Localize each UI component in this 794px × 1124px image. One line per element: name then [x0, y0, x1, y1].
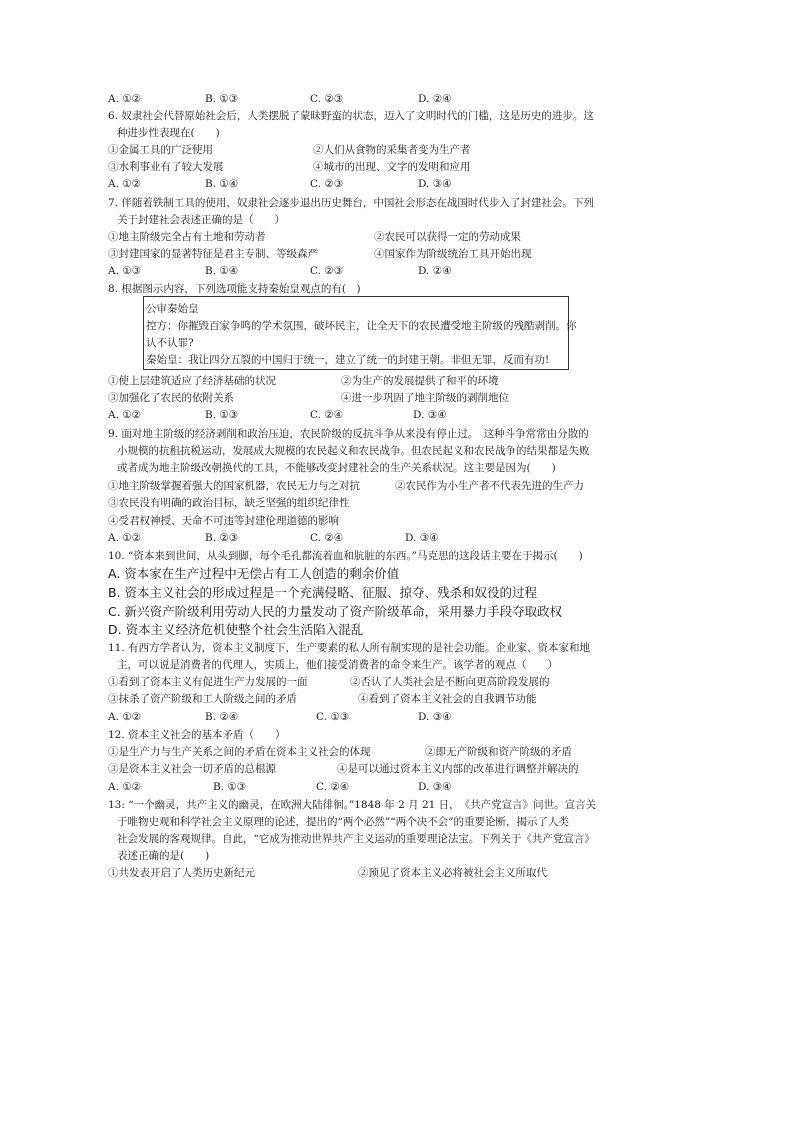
q12-item: ①是生产力与生产关系之间的矛盾在资本主义社会的体现 — [108, 746, 371, 758]
q11-option-a: A. ①② — [108, 711, 142, 723]
q9-option-d: D. ③④ — [405, 532, 439, 544]
q11-item: ①看到了资本主义有促进生产力发展的一面 — [108, 676, 308, 688]
q13-stem-line: 社会发展的客观规律。自此，“它成为推动世界共产主义运动的重要理论法宝。下列关于《共产党宣言》 — [117, 833, 595, 845]
q7-option-d: D. ②④ — [418, 265, 452, 277]
q10-option-b: B. 资本主义社会的形成过程是一个充满侵略、征服、掠夺、残杀和奴役的过程 — [108, 585, 538, 600]
q12-option-d: D. ③④ — [418, 781, 452, 793]
q8-item: ②为生产的发展提供了和平的环境 — [341, 375, 499, 387]
q12-option-c: C. ②④ — [316, 781, 350, 793]
q11-option-c: C. ①③ — [316, 711, 350, 723]
q7-stem-line: 7. 伴随着铁制工具的使用，奴隶社会逐步退出历史舞台，中国社会形态在战国时代步入了封建社会。下列 — [108, 197, 594, 209]
q6-stem-line: 种进步性表现在( ) — [117, 127, 220, 139]
q9-option-b: B. ②③ — [205, 532, 239, 544]
q12-option-a: A. ①② — [108, 781, 142, 793]
q7-item: ①地主阶级完全占有土地和劳动者 — [108, 231, 266, 243]
q9-item: ①地主阶级掌握着强大的国家机器，农民无力与之对抗 — [108, 480, 360, 492]
q7-option-c: C. ②③ — [310, 265, 344, 277]
q10-option-c: C. 新兴资产阶级利用劳动人民的力量发动了资产阶级革命，采用暴力手段夺取政权 — [108, 604, 563, 619]
q9-stem-line: 或者成为地主阶级改朝换代的工具，不能够改变封建社会的生产关系状况。这主要是因为( ) — [117, 462, 556, 474]
q8-option-b: B. ①③ — [205, 409, 239, 421]
q13-stem-line: 13: “一个幽灵，共产主义的幽灵，在欧洲大陆徘徊。”1848 年 2 月 21 日， 《共产党宣言》问世。宣言关 — [108, 799, 597, 811]
q8-option-c: C. ②④ — [310, 409, 344, 421]
q9-option-a: A. ①② — [108, 532, 142, 544]
q6-item: ①金属工具的广泛使用 — [108, 144, 213, 156]
q6-item: ②人们从食物的采集者变为生产者 — [313, 144, 471, 156]
q10-stem: 10. “资本来到世间，从头到脚，每个毛孔都流着血和肮脏的东西。”马克思的这段话主要在于揭示( ) — [108, 550, 583, 562]
q7-item: ②农民可以获得一定的劳动成果 — [374, 231, 521, 243]
quote-box-line: 控方：你摧毁百家争鸣的学术氛围，破坏民主，让全天下的农民遭受地主阶级的残酷剥削。你 — [146, 320, 577, 332]
q6-item: ③水利事业有了较大发展 — [108, 161, 224, 173]
q10-option-a: A. 资本家在生产过程中无偿占有工人创造的剩余价值 — [108, 566, 400, 581]
q11-option-d: D. ③④ — [418, 711, 452, 723]
q13-item: ①共发表开启了人类历史新纪元 — [108, 867, 255, 879]
q13-stem-line: 于唯物史观和科学社会主义原理的论述，提出的“两个必然”“两个决不会”的重要论断，揭示了人类 — [117, 816, 569, 828]
q11-item: ④看到了资本主义社会的自我调节功能 — [358, 693, 537, 705]
q13-stem-line: 表述正确的是( ) — [117, 850, 210, 862]
q8-option-d: D. ③④ — [413, 409, 447, 421]
q11-option-b: B. ②④ — [205, 711, 239, 723]
q11-stem-line: 11. 有西方学者认为，资本主义制度下，生产要素的私人所有制实现的是社会功能。企业家、资本家和地 — [108, 642, 591, 654]
q5-option-a: A. ①② — [108, 93, 142, 105]
q13-item: ②预见了资本主义必将被社会主义所取代 — [358, 867, 547, 879]
q5-option-d: D. ②④ — [418, 93, 452, 105]
q9-item: ③农民没有明确的政治目标，缺乏坚强的组织纪律性 — [108, 497, 350, 509]
quote-box-title: 公审秦始皇 — [146, 303, 199, 315]
q11-item: ③抹杀了资产阶级和工人阶级之间的矛盾 — [108, 693, 297, 705]
q6-stem-line: 6. 奴隶社会代替原始社会后，人类摆脱了蒙昧野蛮的状态，迈入了文明时代的门槛，这是历史的进步。这 — [108, 110, 594, 122]
q8-item: ④进一步巩固了地主阶级的剥削地位 — [341, 392, 509, 404]
q7-option-a: A. ①③ — [108, 265, 142, 277]
q6-option-d: D. ③④ — [418, 178, 452, 190]
q8-option-a: A. ①② — [108, 409, 142, 421]
q8-item: ①使上层建筑适应了经济基础的状况 — [108, 375, 276, 387]
q6-option-b: B. ①④ — [205, 178, 239, 190]
q12-item: ②即无产阶级和资产阶级的矛盾 — [425, 746, 572, 758]
q9-stem-line: 小规模的抗租抗税运动，发展成大规模的农民起义和农民战争。但农民起义和农民战争的结果都是失败 — [117, 445, 590, 457]
q9-item: ②农民作为小生产者不代表先进的生产力 — [395, 480, 584, 492]
q10-option-d: D. 资本主义经济危机使整个社会生活陷入混乱 — [108, 622, 364, 637]
q9-item: ④受君权神授、天命不可违等封建伦理道德的影响 — [108, 515, 339, 527]
q5-option-b: B. ①③ — [205, 93, 239, 105]
q12-stem: 12. 资本主义社会的基本矛盾（ ） — [108, 729, 286, 741]
q7-stem-line: 关于封建社会表述正确的是（ ） — [117, 214, 285, 226]
q9-option-c: C. ②④ — [310, 532, 344, 544]
q7-item: ④国家作为阶级统治工具开始出现 — [374, 248, 532, 260]
quote-box-line: 认不认罪? — [146, 337, 194, 349]
q6-item: ④城市的出现、文字的发明和应用 — [313, 161, 471, 173]
q12-item: ③是资本主义社会一切矛盾的总根源 — [108, 763, 276, 775]
q11-stem-line: 主，可以说是消费者的代理人，实质上，他们接受消费者的命令来生产。该学者的观点（ ） — [117, 659, 558, 671]
q9-stem-line: 9. 面对地主阶级的经济剥削和政治压迫，农民阶级的反抗斗争从来没有停止过。 这种斗争常常由分散的 — [108, 428, 589, 440]
q5-option-c: C. ②③ — [310, 93, 344, 105]
q7-option-b: B. ①④ — [205, 265, 239, 277]
q8-stem: 8. 根据图示内容，下列选项能支持秦始皇观点的有( ) — [108, 283, 361, 295]
q6-option-a: A. ①② — [108, 178, 142, 190]
q6-option-c: C. ②③ — [310, 178, 344, 190]
q12-option-b: B. ①③ — [213, 781, 247, 793]
q7-item: ③封建国家的显著特征是君主专制、等级森严 — [108, 248, 318, 260]
q8-item: ③加强化了农民的依附关系 — [108, 392, 234, 404]
q11-item: ②否认了人类社会是不断向更高阶段发展的 — [350, 676, 550, 688]
q12-item: ④是可以通过资本主义内部的改革进行调整并解决的 — [337, 763, 579, 775]
quote-box-line: 秦始皇：我让四分五裂的中国归于统一，建立了统一的封建王朝。非但无罪，反而有功! — [146, 354, 550, 366]
